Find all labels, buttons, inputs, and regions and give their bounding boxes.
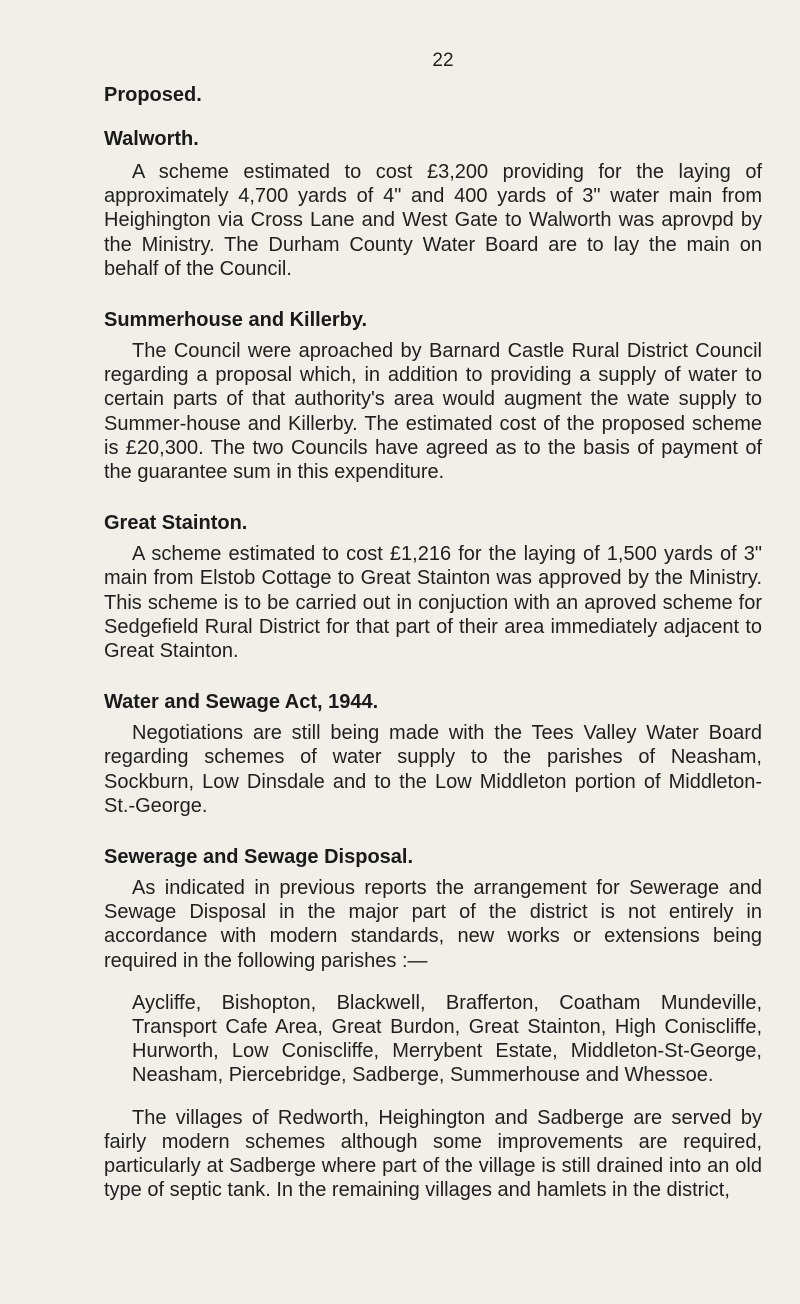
paragraph-villages: The villages of Redworth, Heighington and Sadberge are served by fairly modern schemes although some improvements are required, particularly at Sadberge where part of the village is still drained into an old type of septic tank. In the remaining villages and hamlets in the district, xyxy=(104,1106,762,1202)
paragraph-parish-list: Aycliffe, Bishopton, Blackwell, Brafferton, Coatham Mundeville, Transport Cafe Area, Great Burdon, Great Stainton, High Coniscliffe, Hurworth, Low Coniscliffe, Merrybent Estate, Middleton-St-George, Neasham, Piercebridge, Sadberge, Summerhouse and Whessoe. xyxy=(132,991,762,1087)
section-heading-walworth: Walworth. xyxy=(104,128,199,150)
paragraph-water-act: Negotiations are still being made with the Tees Valley Water Board regarding schemes of water supply to the parishes of Neasham, Sockburn, Low Dinsdale and to the Low Middleton portion of Middleton-St.-George. xyxy=(104,722,762,817)
paragraph-walworth: A scheme estimated to cost £3,200 providing for the laying of approximately 4,700 yards of 4" and 400 yards of 3" water main from Heighington via Cross Lane and West Gate to Walworth was aprovpd by the Ministry. The Durham County Water Board are to lay the main on behalf of the Council. xyxy=(104,161,762,280)
paragraph-great-stainton: A scheme estimated to cost £1,216 for the laying of 1,500 yards of 3" main from Elstob Cottage to Great Stainton was approved by the Ministry. This scheme is to be carried out in conjuction with an aproved scheme for Sedgefield Rural District for that part of their area immediately adjacent to Great Stainton. xyxy=(104,543,762,663)
section-heading-summerhouse: Summerhouse and Killerby. xyxy=(104,309,368,332)
main-heading: Proposed. xyxy=(104,84,202,106)
paragraph-sewerage-intro: As indicated in previous reports the arrangement for Sewerage and Sewage Disposal in the major part of the district is not entirely in accordance with modern standards, new works or extensions being required in the following parishes :— xyxy=(104,877,762,972)
section-heading-water-act: Water and Sewage Act, 1944. xyxy=(104,691,379,714)
section-heading-sewerage: Sewerage and Sewage Disposal. xyxy=(104,846,414,869)
paragraph-summerhouse: The Council were aproached by Barnard Castle Rural District Council regarding a proposal which, in addition to providing a supply of water to certain parts of that authority's area would augment the wate supply to Summer-house and Killerby. The estimated cost of the proposed scheme is £20,300. The two Councils have agreed as to the basis of payment of the guarantee sum in this expenditure. xyxy=(104,340,762,484)
section-heading-great-stainton: Great Stainton. xyxy=(104,512,248,535)
page-number: 22 xyxy=(432,50,454,71)
